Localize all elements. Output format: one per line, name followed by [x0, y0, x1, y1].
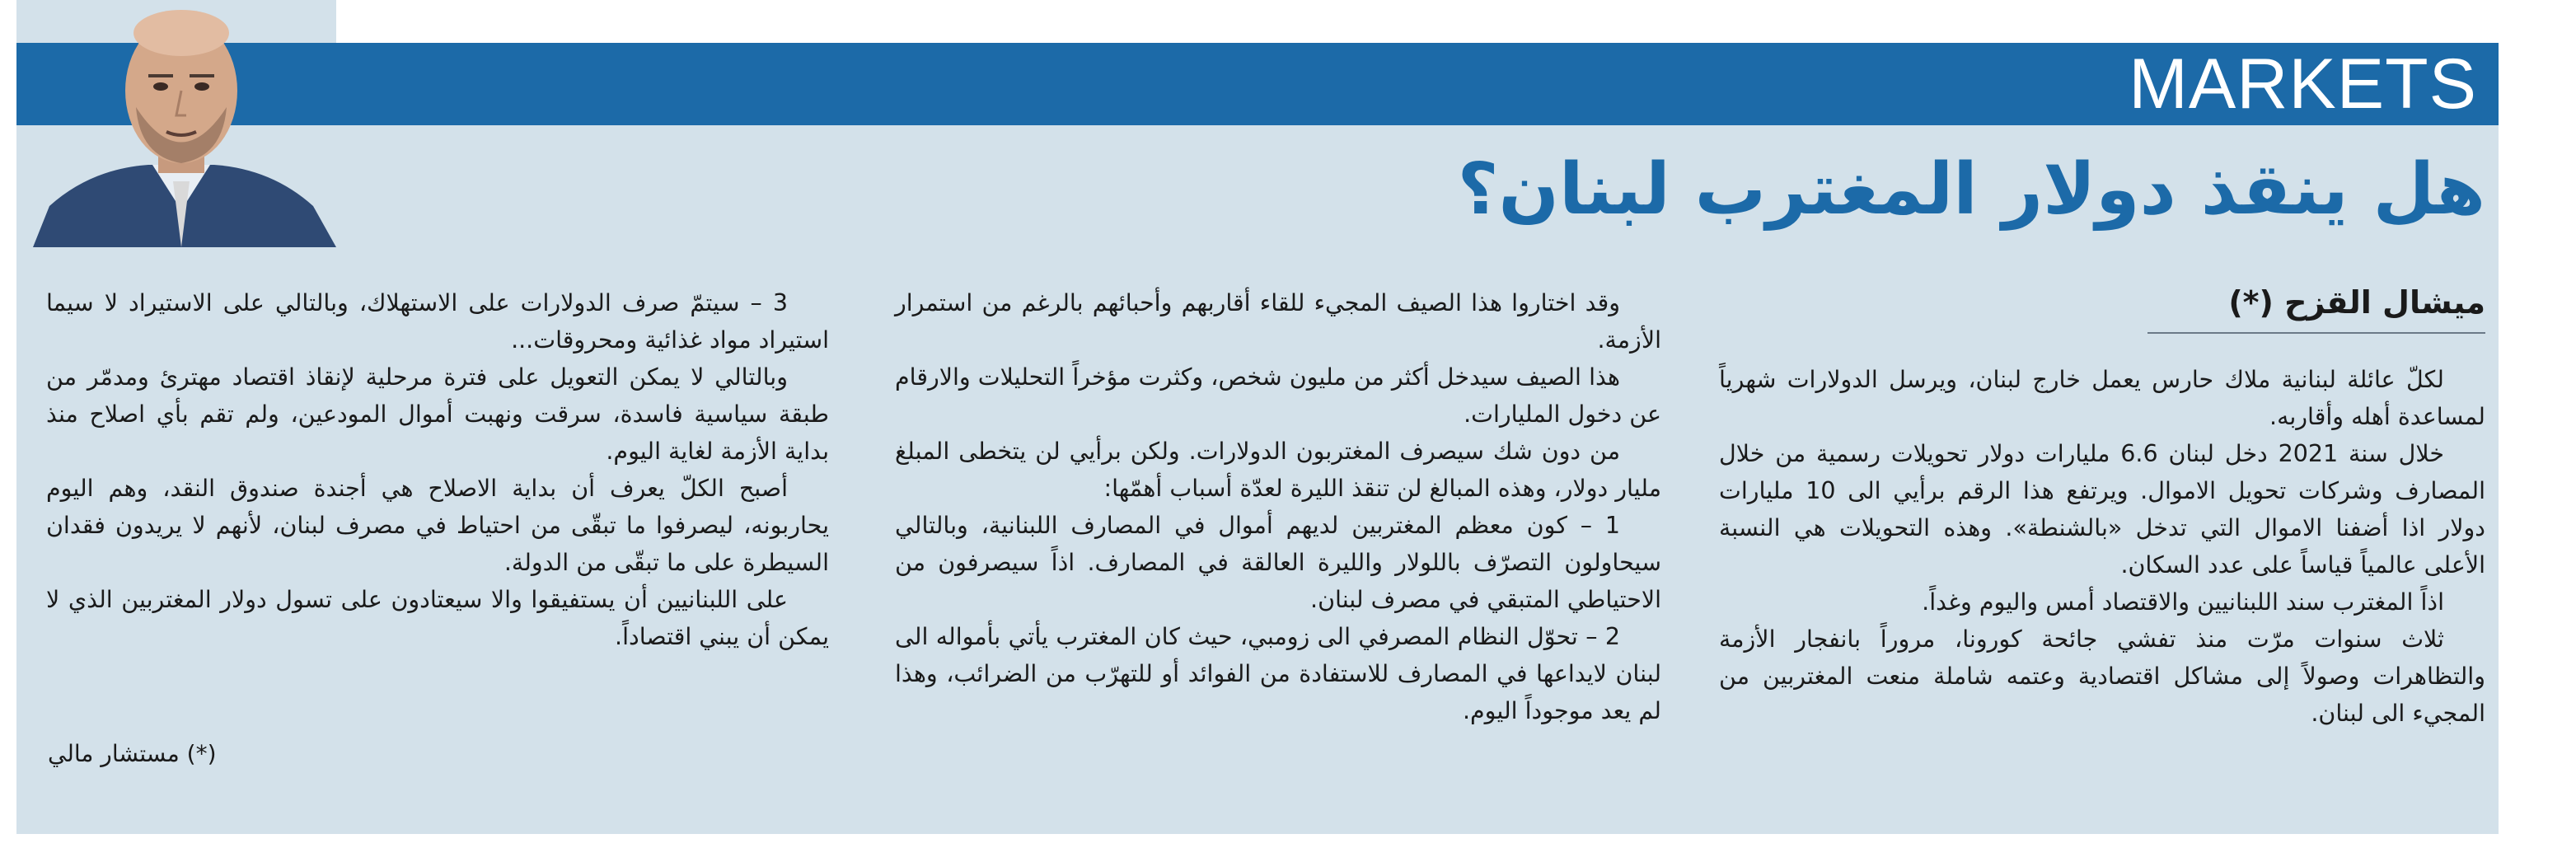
paragraph: أصبح الكلّ يعرف أن بداية الاصلاح هي أجندة صندوق النقد، وهم اليوم يحاربونه، ليصرفوا ما تبقّى من احتياط في مصرف لبنان، لأنهم لا يريدون فقدان السيطرة على ما تبقّى من الدولة. — [46, 475, 829, 576]
paragraph: 2 – تحوّل النظام المصرفي الى زومبي، حيث كان المغترب يأتي بأمواله الى لبنان لايداعها في المصارف للاستفادة من الفوائد أو للتهرّب من الضرائب، وهذا لم يعد موجوداً اليوم. — [895, 623, 1661, 724]
section-title: MARKETS — [2129, 45, 2477, 124]
paragraph: ثلاث سنوات مرّت منذ تفشي جائحة كورونا، مروراً بانفجار الأزمة والتظاهرات وصولاً إلى مشاكل اقتصادية وعتمه شاملة منعت المغتربين من المجيء الى لبنان. — [1719, 625, 2485, 727]
paragraph: 3 – سيتمّ صرف الدولارات على الاستهلاك، وبالتالي على الاستيراد لا سيما استيراد مواد غذائية ومحروقات... — [46, 289, 829, 354]
paragraph: وبالتالي لا يمكن التعويل على فترة مرحلية لإنقاذ اقتصاد مهترئ ومدمّر من طبقة سياسية فاسدة، سرقت ونهبت أموال المودعين، ولم تقم بأي اصلاح منذ بداية الأزمة لغاية اليوم. — [46, 363, 829, 465]
byline-container — [2147, 284, 2485, 334]
author-byline: ميشال القزح (*) — [2228, 284, 2485, 321]
paragraph: اذاً المغترب سند اللبنانيين والاقتصاد أمس واليوم وغداً. — [1922, 588, 2444, 616]
section-band — [16, 43, 2499, 125]
paragraph: خلال سنة 2021 دخل لبنان 6.6 مليارات دولار تحويلات رسمية من خلال المصارف وشركات تحويل الاموال. ويرتفع هذا الرقم برأيي الى 10 مليارات دولار اذا أضفنا الاموال التي تدخل «بالشنطة». وهذه التحويلات هي النسبة الأعلى عالمياً قياساً على عدد السكان. — [1719, 440, 2485, 579]
paragraph: لكلّ عائلة لبنانية ملاك حارس يعمل خارج لبنان، ويرسل الدولارات شهرياً لمساعدة أهله وأقاربه. — [1719, 366, 2485, 430]
paragraph: من دون شك سيصرف المغتربون الدولارات. ولكن برأيي لن يتخطى المبلغ مليار دولار، وهذه المبالغ لن تنقذ الليرة لعدّة أسباب أهمّها: — [895, 438, 1661, 502]
paragraph: وقد اختاروا هذا الصيف المجيء للقاء أقاربهم وأحبائهم بالرغم من استمرار الأزمة. — [895, 289, 1661, 354]
article-headline: هل ينقذ دولار المغترب لبنان؟ — [1457, 148, 2485, 231]
paragraph: هذا الصيف سيدخل أكثر من مليون شخص، وكثرت مؤخراً التحليلات والارقام عن دخول المليارات. — [895, 363, 1661, 428]
article-column-3 — [46, 284, 829, 655]
paragraph: على اللبنانيين أن يستفيقوا والا سيعتادون على تسول دولار المغتربين الذي لا يمكن أن يبني اقتصاداً. — [46, 586, 829, 650]
article-column-1 — [1719, 361, 2485, 732]
author-portrait-icon — [16, 0, 336, 247]
article-column-2 — [895, 284, 1661, 729]
paragraph: 1 – كون معظم المغتربين لديهم أموال في المصارف اللبنانية، وبالتالي سيحاولون التصرّف باللولار والليرة العالقة في المصارف. اذاً سيصرفون من الاحتياطي المتبقي في مصرف لبنان. — [895, 512, 1661, 613]
author-footnote: (*) مستشار مالي — [48, 740, 217, 767]
